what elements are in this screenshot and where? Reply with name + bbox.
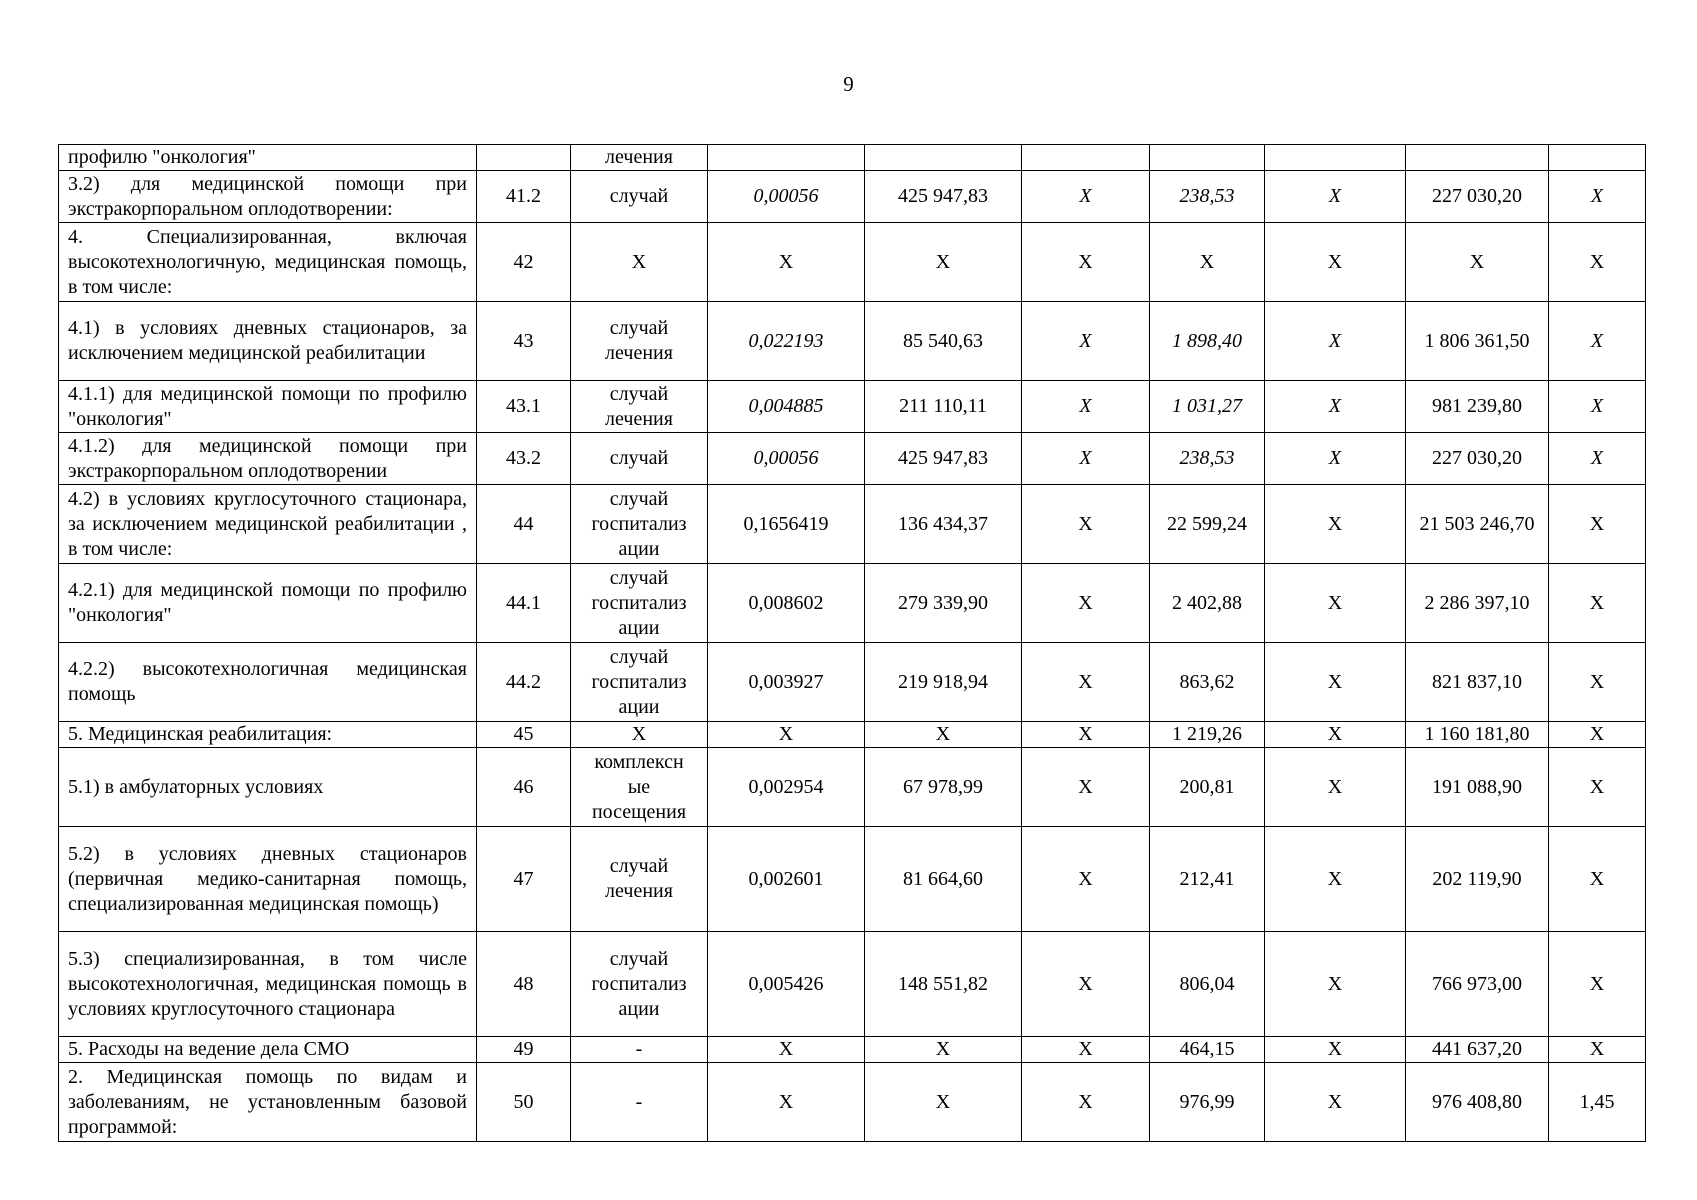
per-capita-cell: 238,53 — [1150, 433, 1265, 485]
line-number-cell: 44 — [477, 485, 571, 564]
table-row — [59, 1037, 1646, 1063]
col-8-cell: Х — [1265, 1063, 1406, 1142]
row-name-cell: 5.3) специализированная, в том числе высокотехнологичная, медицинская помощь в условиях круглосуточного стационара — [59, 932, 477, 1037]
total-cost-cell — [1406, 145, 1549, 171]
table-row — [59, 827, 1646, 932]
col-8-cell: Х — [1265, 748, 1406, 827]
col-6-cell: Х — [1022, 564, 1150, 643]
col-6-cell: Х — [1022, 223, 1150, 302]
col-8-cell: Х — [1265, 302, 1406, 381]
per-capita-cell: 22 599,24 — [1150, 485, 1265, 564]
normative-cost-cell: Х — [865, 223, 1022, 302]
normative-cost-cell: 425 947,83 — [865, 171, 1022, 223]
col-6-cell: Х — [1022, 433, 1150, 485]
normative-cost-cell: 279 339,90 — [865, 564, 1022, 643]
normative-cost-cell: 136 434,37 — [865, 485, 1022, 564]
unit-cell: - — [571, 1037, 708, 1063]
col-8-cell: Х — [1265, 485, 1406, 564]
col-8-cell: Х — [1265, 223, 1406, 302]
unit-cell: случай госпитализ ации — [571, 643, 708, 722]
unit-cell: случай лечения — [571, 381, 708, 433]
col-6-cell: Х — [1022, 827, 1150, 932]
normative-volume-cell: Х — [708, 1037, 865, 1063]
line-number-cell: 43.2 — [477, 433, 571, 485]
total-cost-cell: 2 286 397,10 — [1406, 564, 1549, 643]
row-name-cell: 5. Медицинская реабилитация: — [59, 722, 477, 748]
unit-cell: Х — [571, 722, 708, 748]
per-capita-cell: Х — [1150, 223, 1265, 302]
normative-cost-cell: Х — [865, 722, 1022, 748]
share-cell: Х — [1549, 748, 1646, 827]
normative-cost-cell: 148 551,82 — [865, 932, 1022, 1037]
page-number: 9 — [843, 72, 854, 96]
col-6-cell: Х — [1022, 722, 1150, 748]
unit-cell: случай — [571, 433, 708, 485]
unit-cell: случай госпитализ ации — [571, 564, 708, 643]
share-cell: Х — [1549, 485, 1646, 564]
share-cell: Х — [1549, 932, 1646, 1037]
total-cost-cell: 441 637,20 — [1406, 1037, 1549, 1063]
total-cost-cell: 227 030,20 — [1406, 433, 1549, 485]
normative-volume-cell: 0,002601 — [708, 827, 865, 932]
per-capita-cell: 1 219,26 — [1150, 722, 1265, 748]
line-number-cell: 42 — [477, 223, 571, 302]
per-capita-cell: 238,53 — [1150, 171, 1265, 223]
line-number-cell: 43 — [477, 302, 571, 381]
col-8-cell: Х — [1265, 643, 1406, 722]
col-6-cell: Х — [1022, 485, 1150, 564]
unit-cell: случай госпитализ ации — [571, 932, 708, 1037]
normative-volume-cell: 0,022193 — [708, 302, 865, 381]
row-name-cell: 4.2) в условиях круглосуточного стационара, за исключением медицинской реабилитации , в том числе: — [59, 485, 477, 564]
table-row — [59, 722, 1646, 748]
normative-volume-cell: 0,1656419 — [708, 485, 865, 564]
per-capita-cell: 2 402,88 — [1150, 564, 1265, 643]
normative-volume-cell: 0,005426 — [708, 932, 865, 1037]
total-cost-cell: 191 088,90 — [1406, 748, 1549, 827]
share-cell: Х — [1549, 827, 1646, 932]
table-row — [59, 932, 1646, 1037]
total-cost-cell: 821 837,10 — [1406, 643, 1549, 722]
table-row — [59, 171, 1646, 223]
unit-cell: Х — [571, 223, 708, 302]
per-capita-cell: 1 898,40 — [1150, 302, 1265, 381]
per-capita-cell: 806,04 — [1150, 932, 1265, 1037]
row-name-cell: 4.1) в условиях дневных стационаров, за исключением медицинской реабилитации — [59, 302, 477, 381]
row-name-cell: 5. Расходы на ведение дела СМО — [59, 1037, 477, 1063]
per-capita-cell: 464,15 — [1150, 1037, 1265, 1063]
normative-cost-cell: 81 664,60 — [865, 827, 1022, 932]
line-number-cell: 45 — [477, 722, 571, 748]
table-row — [59, 302, 1646, 381]
normative-cost-cell: Х — [865, 1063, 1022, 1142]
table-row — [59, 433, 1646, 485]
table-row — [59, 485, 1646, 564]
normative-volume-cell: Х — [708, 722, 865, 748]
table-row — [59, 381, 1646, 433]
line-number-cell: 50 — [477, 1063, 571, 1142]
normative-volume-cell: 0,008602 — [708, 564, 865, 643]
col-6-cell: Х — [1022, 932, 1150, 1037]
line-number-cell: 46 — [477, 748, 571, 827]
normative-volume-cell: Х — [708, 1063, 865, 1142]
col-6-cell — [1022, 145, 1150, 171]
total-cost-cell: 1 160 181,80 — [1406, 722, 1549, 748]
row-name-cell: 5.2) в условиях дневных стационаров (первичная медико-санитарная помощь, специализированная медицинская помощь) — [59, 827, 477, 932]
table-row — [59, 643, 1646, 722]
row-name-cell: 4.2.2) высокотехнологичная медицинская помощь — [59, 643, 477, 722]
total-cost-cell: Х — [1406, 223, 1549, 302]
total-cost-cell: 202 119,90 — [1406, 827, 1549, 932]
col-6-cell: Х — [1022, 381, 1150, 433]
share-cell: Х — [1549, 564, 1646, 643]
total-cost-cell: 1 806 361,50 — [1406, 302, 1549, 381]
col-6-cell: Х — [1022, 171, 1150, 223]
row-name-cell: профилю "онкология" — [59, 145, 477, 171]
financing-table — [58, 144, 1646, 1142]
line-number-cell: 41.2 — [477, 171, 571, 223]
share-cell: Х — [1549, 223, 1646, 302]
normative-volume-cell: 0,003927 — [708, 643, 865, 722]
table-row — [59, 223, 1646, 302]
col-8-cell: Х — [1265, 722, 1406, 748]
line-number-cell: 44.2 — [477, 643, 571, 722]
normative-cost-cell: 425 947,83 — [865, 433, 1022, 485]
share-cell: Х — [1549, 381, 1646, 433]
normative-volume-cell: Х — [708, 223, 865, 302]
row-name-cell: 2. Медицинская помощь по видам и заболеваниям, не установленным базовой программой: — [59, 1063, 477, 1142]
row-name-cell: 4.2.1) для медицинской помощи по профилю "онкология" — [59, 564, 477, 643]
per-capita-cell: 863,62 — [1150, 643, 1265, 722]
unit-cell: случай госпитализ ации — [571, 485, 708, 564]
line-number-cell: 48 — [477, 932, 571, 1037]
unit-cell: - — [571, 1063, 708, 1142]
row-name-cell: 4.1.2) для медицинской помощи при экстракорпоральном оплодотворении — [59, 433, 477, 485]
col-6-cell: Х — [1022, 748, 1150, 827]
line-number-cell: 49 — [477, 1037, 571, 1063]
normative-cost-cell — [865, 145, 1022, 171]
table-row — [59, 1063, 1646, 1142]
line-number-cell: 43.1 — [477, 381, 571, 433]
normative-cost-cell: 219 918,94 — [865, 643, 1022, 722]
unit-cell: случай лечения — [571, 302, 708, 381]
total-cost-cell: 766 973,00 — [1406, 932, 1549, 1037]
per-capita-cell: 200,81 — [1150, 748, 1265, 827]
normative-cost-cell: 85 540,63 — [865, 302, 1022, 381]
row-name-cell: 4.1.1) для медицинской помощи по профилю "онкология" — [59, 381, 477, 433]
line-number-cell — [477, 145, 571, 171]
row-name-cell: 4. Специализированная, включая высокотехнологичную, медицинская помощь, в том числе: — [59, 223, 477, 302]
unit-cell: случай лечения — [571, 827, 708, 932]
unit-cell: комплексн ые посещения — [571, 748, 708, 827]
share-cell: Х — [1549, 302, 1646, 381]
normative-volume-cell: 0,002954 — [708, 748, 865, 827]
line-number-cell: 47 — [477, 827, 571, 932]
table-row — [59, 748, 1646, 827]
row-name-cell: 5.1) в амбулаторных условиях — [59, 748, 477, 827]
total-cost-cell: 21 503 246,70 — [1406, 485, 1549, 564]
normative-cost-cell: 211 110,11 — [865, 381, 1022, 433]
per-capita-cell: 212,41 — [1150, 827, 1265, 932]
total-cost-cell: 976 408,80 — [1406, 1063, 1549, 1142]
col-8-cell: Х — [1265, 433, 1406, 485]
total-cost-cell: 227 030,20 — [1406, 171, 1549, 223]
per-capita-cell — [1150, 145, 1265, 171]
normative-cost-cell: Х — [865, 1037, 1022, 1063]
normative-volume-cell: 0,00056 — [708, 171, 865, 223]
table-row — [59, 145, 1646, 171]
share-cell: Х — [1549, 1037, 1646, 1063]
share-cell — [1549, 145, 1646, 171]
share-cell: Х — [1549, 433, 1646, 485]
share-cell: Х — [1549, 722, 1646, 748]
normative-volume-cell: 0,00056 — [708, 433, 865, 485]
col-8-cell: Х — [1265, 932, 1406, 1037]
line-number-cell: 44.1 — [477, 564, 571, 643]
total-cost-cell: 981 239,80 — [1406, 381, 1549, 433]
normative-volume-cell: 0,004885 — [708, 381, 865, 433]
normative-cost-cell: 67 978,99 — [865, 748, 1022, 827]
unit-cell: лечения — [571, 145, 708, 171]
col-8-cell: Х — [1265, 171, 1406, 223]
col-8-cell: Х — [1265, 827, 1406, 932]
col-6-cell: Х — [1022, 302, 1150, 381]
share-cell: Х — [1549, 643, 1646, 722]
table-row — [59, 564, 1646, 643]
col-8-cell: Х — [1265, 381, 1406, 433]
normative-volume-cell — [708, 145, 865, 171]
share-cell: Х — [1549, 171, 1646, 223]
unit-cell: случай — [571, 171, 708, 223]
col-6-cell: Х — [1022, 1037, 1150, 1063]
col-6-cell: Х — [1022, 1063, 1150, 1142]
share-cell: 1,45 — [1549, 1063, 1646, 1142]
per-capita-cell: 976,99 — [1150, 1063, 1265, 1142]
col-8-cell — [1265, 145, 1406, 171]
col-8-cell: Х — [1265, 564, 1406, 643]
row-name-cell: 3.2) для медицинской помощи при экстракорпоральном оплодотворении: — [59, 171, 477, 223]
col-8-cell: Х — [1265, 1037, 1406, 1063]
col-6-cell: Х — [1022, 643, 1150, 722]
per-capita-cell: 1 031,27 — [1150, 381, 1265, 433]
